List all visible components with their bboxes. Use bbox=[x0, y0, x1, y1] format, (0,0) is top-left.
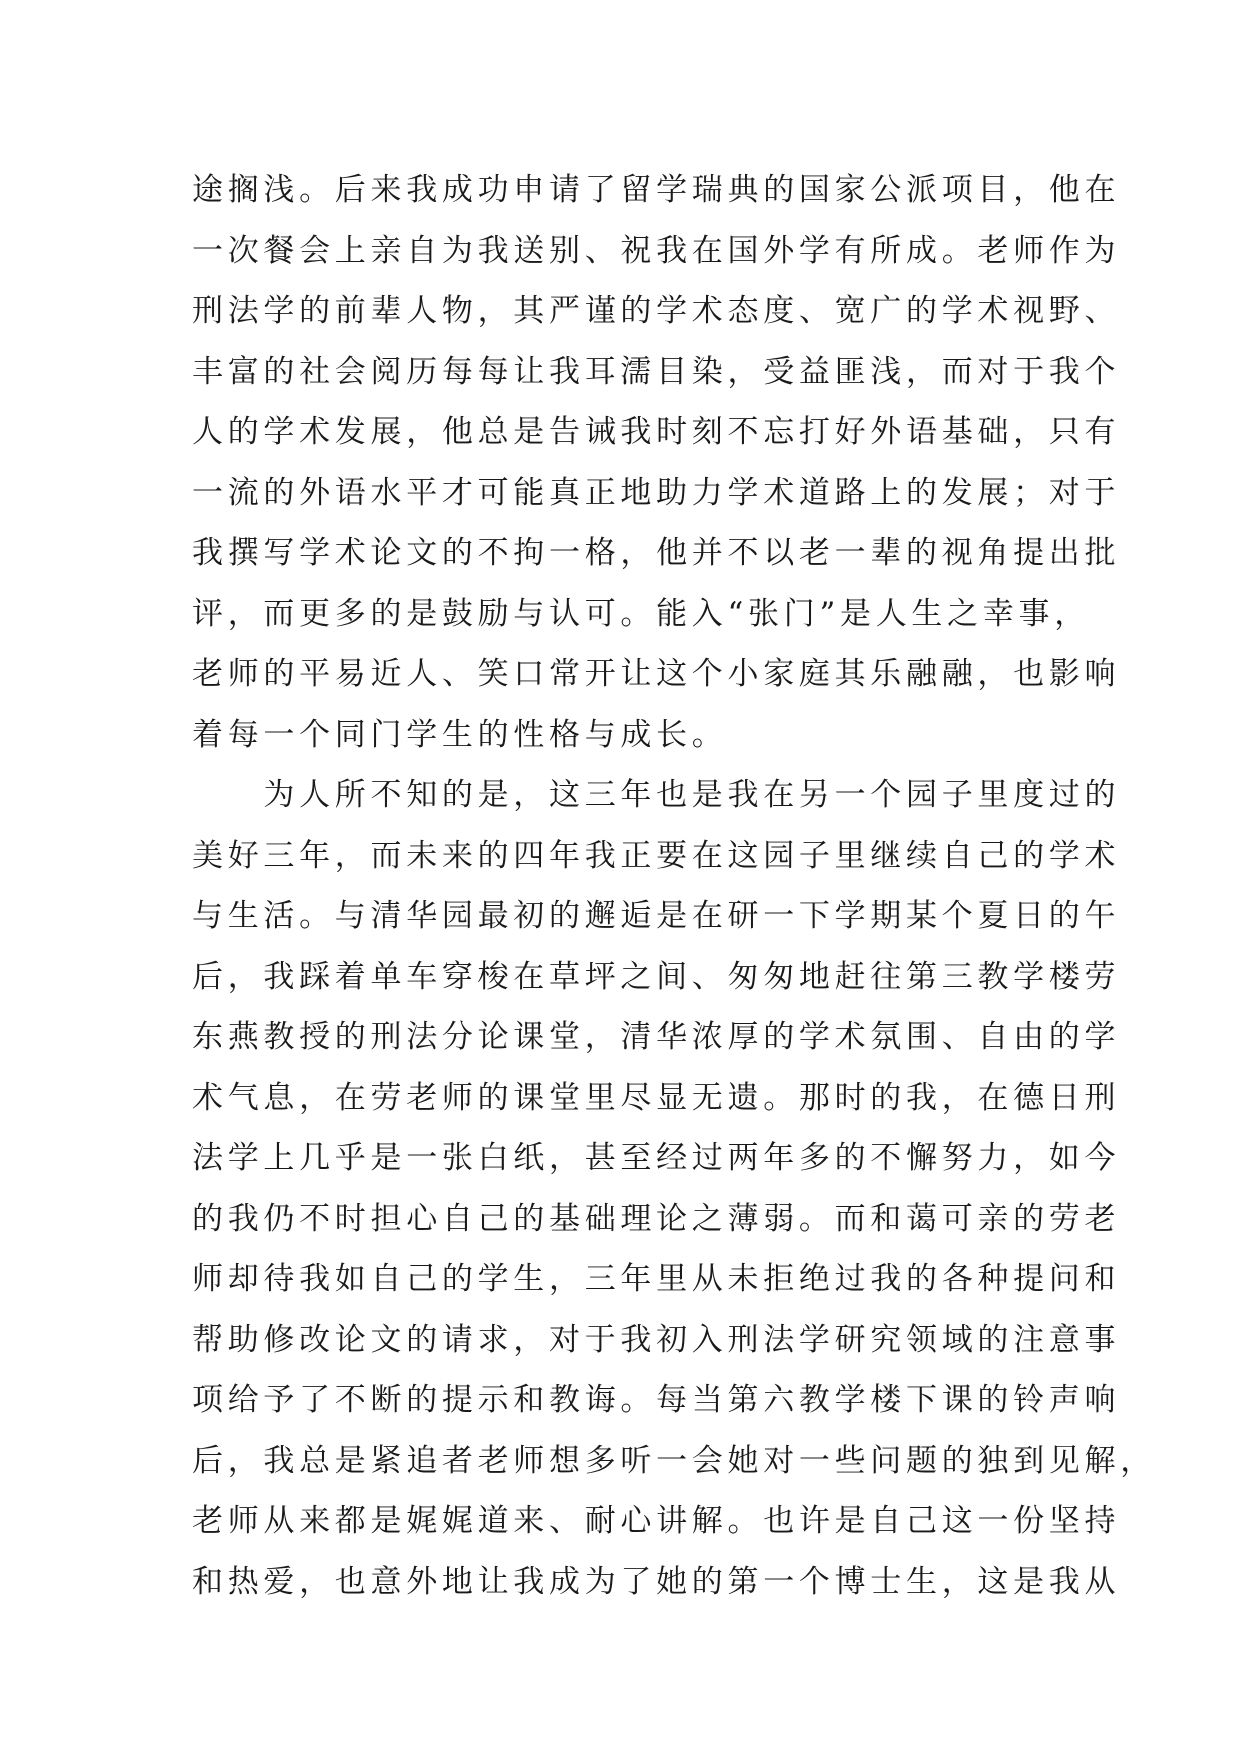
text-line: 术气息，在劳老师的课堂里尽显无遗。那时的我，在德日刑 bbox=[192, 1079, 1121, 1116]
document-page bbox=[192, 160, 1156, 1612]
text-line: 后，我总是紧追者老师想多听一会她对一些问题的独到见解， bbox=[192, 1442, 1156, 1479]
text-line: 美好三年，而未来的四年我正要在这园子里继续自己的学术 bbox=[192, 837, 1121, 874]
text-line: 人的学术发展，他总是告诫我时刻不忘打好外语基础，只有 bbox=[192, 414, 1121, 450]
text-line: 为人所不知的是，这三年也是我在另一个园子里度过的 bbox=[192, 777, 1121, 813]
text-line: 帮助修改论文的请求，对于我初入刑法学研究领域的注意事 bbox=[192, 1321, 1121, 1358]
text-line: 师却待我如自己的学生，三年里从未拒绝过我的各种提问和 bbox=[192, 1261, 1121, 1297]
text-line: 途搁浅。后来我成功申请了留学瑞典的国家公派项目，他在 bbox=[192, 172, 1121, 208]
text-line: 刑法学的前辈人物，其严谨的学术态度、宽广的学术视野、 bbox=[192, 293, 1121, 329]
text-line: 与生活。与清华园最初的邂逅是在研一下学期某个夏日的午 bbox=[192, 898, 1121, 934]
text-line: 我撰写学术论文的不拘一格，他并不以老一辈的视角提出批 bbox=[192, 535, 1121, 571]
text-line: 丰富的社会阅历每每让我耳濡目染，受益匪浅，而对于我个 bbox=[192, 353, 1121, 390]
text-line: 东燕教授的刑法分论课堂，清华浓厚的学术氛围、自由的学 bbox=[192, 1019, 1121, 1055]
text-line: 一流的外语水平才可能真正地助力学术道路上的发展；对于 bbox=[192, 474, 1121, 511]
text-line: 评，而更多的是鼓励与认可。能入“张门”是人生之幸事， bbox=[192, 595, 1090, 632]
text-line: 后，我踩着单车穿梭在草坪之间、匆匆地赶往第三教学楼劳 bbox=[192, 958, 1121, 995]
text-line: 和热爱，也意外地让我成为了她的第一个博士生，这是我从 bbox=[192, 1563, 1121, 1600]
text-line: 着每一个同门学生的性格与成长。 bbox=[192, 716, 728, 753]
text-line: 一次餐会上亲自为我送别、祝我在国外学有所成。老师作为 bbox=[192, 232, 1121, 269]
text-line: 老师从来都是娓娓道来、耐心讲解。也许是自己这一份坚持 bbox=[192, 1503, 1121, 1539]
text-line: 老师的平易近人、笑口常开让这个小家庭其乐融融，也影响 bbox=[192, 656, 1121, 692]
text-line: 法学上几乎是一张白纸，甚至经过两年多的不懈努力，如今 bbox=[192, 1140, 1121, 1176]
text-line: 项给予了不断的提示和教诲。每当第六教学楼下课的铃声响 bbox=[192, 1382, 1121, 1418]
text-line: 的我仍不时担心自己的基础理论之薄弱。而和蔼可亲的劳老 bbox=[192, 1200, 1121, 1237]
